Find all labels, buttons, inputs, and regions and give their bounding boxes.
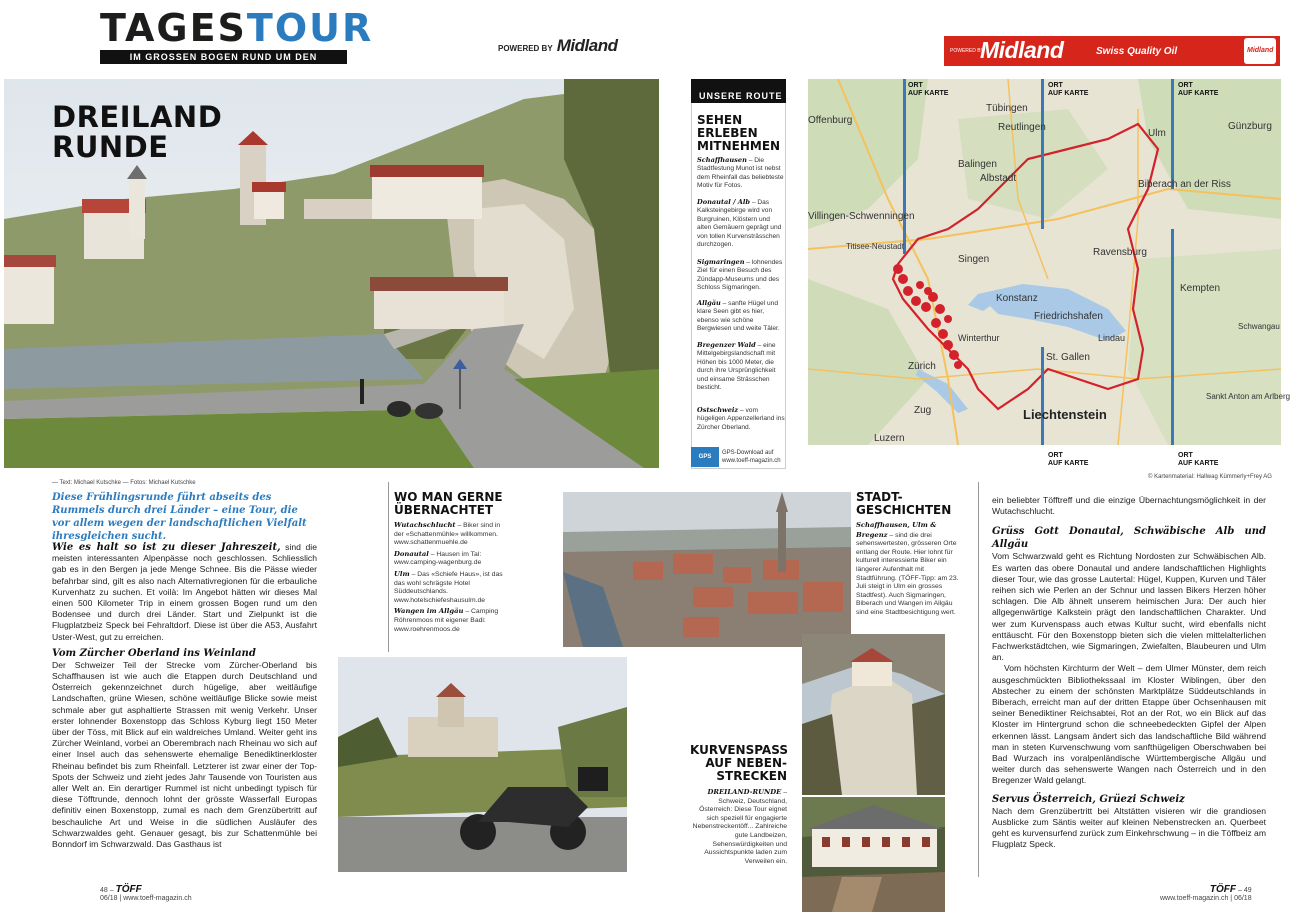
paragraph <box>52 542 317 643</box>
page-number: 49 <box>1243 887 1252 894</box>
curves-title <box>690 744 787 783</box>
route-item-name: Schaffhausen <box>697 156 747 164</box>
ort-text: AUF KARTE <box>1048 90 1089 97</box>
map-place-label: Winterthur <box>958 333 1000 343</box>
powered-brand-logo: Midland <box>556 36 618 55</box>
map-place-label: Ulm <box>1148 128 1166 139</box>
overnight-title-line1: WO MAN GERNE <box>394 490 503 504</box>
powered-by-label <box>498 36 617 56</box>
curves-title-line2: AUF NEBEN- <box>705 756 787 770</box>
list-item <box>394 570 504 605</box>
subheading: Vom Zürcher Oberland ins Weinland <box>52 647 256 659</box>
map-place-label: Reutlingen <box>998 122 1046 133</box>
list-item-name: Wutachschlucht <box>394 521 456 529</box>
list-item <box>394 521 504 548</box>
column-divider <box>978 482 979 877</box>
ort-text: ORT <box>1048 82 1063 89</box>
route-item-text: – Das Kalksteingebirge wird von Burgruinen, Klöstern und alten Gemäuern geprägt und von tollen Kurvensträsschen durchzogen. <box>697 199 782 249</box>
mill-house-photo <box>802 797 945 912</box>
map-place-label: Günzburg <box>1228 121 1272 132</box>
section-title-part2: TOUR <box>246 6 374 50</box>
map-ort-marker <box>908 82 948 98</box>
first-words: Wie es halt so ist zu dieser Jahreszeit, <box>52 542 281 553</box>
ulm-illustration <box>563 492 851 647</box>
map-place-label: Lindau <box>1098 333 1126 343</box>
map-place-label: Titisee-Neustadt <box>846 242 904 251</box>
subheading: Servus Österreich, Grüezi Schweiz <box>992 793 1185 805</box>
sponsor-banner <box>944 36 1280 66</box>
article-body-left <box>52 542 317 850</box>
page-number: 48 <box>100 887 108 894</box>
map-place-label: Villingen-Schwenningen <box>808 211 915 222</box>
route-item-text: – vom hügeligen Appenzellerland ins Zürcher Oberland. <box>697 407 785 431</box>
list-item-text: – Hausen im Tal: www.camping-wagenburg.de <box>394 550 482 567</box>
list-item-name: Donautal <box>394 549 429 558</box>
list-item-text: – Das «Schiefe Haus», ist das das wohl schrägste Hotel Süddeutschlands. www.hotelschiefeshausulm.de <box>394 570 503 604</box>
badge-text: Midland <box>1247 47 1274 54</box>
midland-badge-icon <box>1244 38 1276 64</box>
route-item-text: – Die Stadtfestung Munot ist nebst dem Rheinfall das beliebteste Motiv für Fotos. <box>697 157 784 190</box>
gps-icon: GPS <box>691 447 719 467</box>
magazine-logo: TÖFF <box>1209 884 1237 895</box>
curves-title-line1: KURVENSPASS <box>690 743 788 757</box>
city-stories-title <box>856 491 951 517</box>
banner-powered-text: POWERED BY <box>950 48 984 54</box>
castle-illustration <box>802 634 945 795</box>
munot-illustration <box>338 657 627 872</box>
route-item-name: Bregenzer Wald <box>697 341 756 349</box>
curves-body: – Schweiz, Deutschland, Österreich: Diese Tour eignet sich speziell für engagierte Nebenstreckentöff... Zahlreiche gute Landbeizen, Sehenswürdigkeiten und Aussichtspunkte laden zum Verweilen ein. <box>692 789 787 865</box>
route-item <box>697 258 785 293</box>
magazine-url: www.toeff-magazin.ch <box>123 895 192 902</box>
powered-by-text: POWERED BY <box>498 44 553 53</box>
article-credit: — Text: Michael Kutschke — Fotos: Michael Kutschke <box>52 480 196 486</box>
route-item <box>697 341 785 392</box>
ort-text: AUF KARTE <box>1178 460 1219 467</box>
route-item <box>697 198 785 249</box>
route-item-text: – sanfte Hügel und klare Seen gibt es hier, ebenso wie schöne Bergwiesen und weite Täler. <box>697 300 780 333</box>
hero-title-line1: DREILAND <box>52 100 223 134</box>
map-credit: © Kartenmaterial: Hallwag Kümmerly+Frey AG <box>1148 474 1272 480</box>
route-box-header: UNSERE ROUTE <box>691 79 786 103</box>
map-place-label: Sankt Anton am Arlberg <box>1206 392 1291 401</box>
list-item <box>394 607 504 634</box>
route-item-name: Donautal / Alb <box>697 198 751 206</box>
ort-text: AUF KARTE <box>1178 90 1219 97</box>
city-stories-name: Schaffhausen, Ulm & Bregenz <box>856 521 937 539</box>
list-item-text: – Biker sind in der «Schattenmühle» willkommen. www.schattenmuehle.de <box>394 522 501 547</box>
route-item-name: Allgäu <box>697 299 721 307</box>
city-stories-body: – sind die drei sehenswertesten, grösseren Orte entlang der Route. Hier lohnt für kulturell interessierte Biker ein längerer Aufenthalt mit Stadtführung. (TÖFF-Tipp: am 23. Juli steigt in Ulm ein grosses Stadtfest). Auch Sigmaringen, Biberach und Wangen im Allgäu sind eine Stadtbesichtigung wert. <box>856 531 959 616</box>
section-title-part1: TAGES <box>100 6 247 50</box>
castle-rock-photo <box>802 634 945 795</box>
route-box-title <box>697 114 780 153</box>
ort-text: AUF KARTE <box>1048 460 1089 467</box>
article-lead: Diese Frühlingsrunde führt abseits des Rummels durch drei Länder – eine Tour, die vor allem wegen der landschaftlichen Vielfalt ihresgleichen sucht. <box>52 492 307 542</box>
map-place-label: Ravensburg <box>1093 247 1147 258</box>
map-place-label: Liechtenstein <box>1023 407 1107 422</box>
map-place-label: Balingen <box>958 159 997 170</box>
route-item-name: Ostschweiz <box>697 406 739 414</box>
paragraph: Vom Schwarzwald geht es Richtung Nordosten zur Schwäbischen Alb. Es warten das obere Donautal und andere landschaftlichen Highlights dieser Tour, wie das grosse Lautertal: Hügel, Kuppen, Kurven und Täler reihen sich wie Perlen an der Schnur und lassen Bikers Herzen höher schlagen. Die Alb ähnelt unserem heimischen Jura: Der auch hier allgegenwärtige Kalkstein prägt den landschaftlichen Charakter. Und wer zum Kurvenspass auch etwas Kultur sucht, wird ebenfalls nicht enttäuscht. Für den Boxenstopp bieten sich die vielen mittelalterlichen Fachwerkstädtchen, wie Sigmaringen, Zwiefalten, Blaubeuren und Ulm an. <box>992 551 1266 663</box>
route-map <box>808 79 1291 445</box>
paragraph: ein beliebter Töfftreff und die einzige Übernachtungsmöglichkeit in der Wutachschlucht. <box>992 495 1266 517</box>
mill-illustration <box>802 797 945 912</box>
map-ort-marker <box>1048 82 1088 98</box>
map-ort-marker <box>1178 82 1218 98</box>
paragraph: Nach dem Grenzübertritt bei Altstätten visieren wir die grandiosen Ausblicke zum Säntis weiter auf kleinen Nebenstrecken an. Querbeet geht es kurvensurfend zurück zum Einkehrschwung – in die Töffbeiz am Flugplatz Speck. <box>992 805 1266 850</box>
gps-line1: GPS-Download auf <box>722 450 774 456</box>
paragraph: Der Schweizer Teil der Strecke vom Zürcher-Oberland bis Schaffhausen ist wie auch die Etappen durch Deutschland und Österreich gekennzeichnet durch hügelige, aber weitläufige Landschaften, grüne Wiesen, schöne weitläufige Blicke sowie meist schmale aber gut asphaltierte Strassen mit wenig Verkehr. Unser erster lohnender Boxenstopp das Schloss Kyburg liegt 150 Meter über der Töss, mit Blick auf ein waldreiches Umland. Weiter geht ins Zürcher Weinland, vorbei an Oberembrach nach Rheinau wo sich auf einer Insel auch das sehenswerte ehemalige Benediktinerkloster Rheinau befindet bis zum Rheinfall. Letzterer ist zwar einer der Top-Spots der Schweiz und zieht jedes Jahr Tausende von Touristen aus aller Welt an. Ein derartiger Rummel ist nicht unbedingt typisch für diese Töfftrunde, dennoch lohnt der grösste Wasserfall Europas definitiv einen Boxenstopp, zumal es nach dem Grenzübertritt auf beschauliche Art und Weise in die südlichen Ausläufer des Schwarzwaldes geht. Genauer gesagt, bis zur Schattenmühle bei Bonndorf im Schwarzwald. Das Gasthaus ist <box>52 659 317 850</box>
hero-title <box>52 102 222 162</box>
section-subtitle: IM GROSSEN BOGEN RUND UM DEN BODENSEE <box>100 50 347 64</box>
city-stories-title-line2: GESCHICHTEN <box>856 503 952 517</box>
banner-brand-logo: Midland <box>980 37 1064 63</box>
overnight-list <box>394 521 504 634</box>
map-place-label: Singen <box>958 254 990 265</box>
map-place-label: Luzern <box>874 433 905 444</box>
paragraph-text: sind die meisten interessanten Alpenpässe noch geschlossen. Schliesslich gab es in den Bergen ja jede Menge Schnee. Bis die Pässe wieder befahrbar sind, gilt es also nach Alternativregionen für die erbauliche Kurvenhatz zu suchen. Et voilà: Im Angebot hätten wir dieses Mal einen 500 Kilometer Trip in einem grossen Bogen rund um den Bodensee und durch drei Länder. Start und Zielpunkt ist die Flugplatzbeiz Speck bei Fehraltdorf. Diese ist über die A53, Ausfahrt Uster-West, gut zu erreichen. <box>52 542 317 642</box>
subheading: Grüss Gott Donautal, Schwäbische Alb und Allgäu <box>992 526 1266 551</box>
map-place-label: Tübingen <box>986 103 1028 114</box>
map-place-label: Zug <box>914 405 932 416</box>
map-ort-marker <box>1178 452 1218 468</box>
list-item-name: Ulm <box>394 569 410 578</box>
list-item <box>394 550 504 568</box>
route-item-text: – lohnendes Ziel für einen Besuch des Zündapp-Museums und des Schloss Sigmaringen. <box>697 259 783 292</box>
route-title-line2: ERLEBEN <box>697 126 758 140</box>
overnight-title <box>394 491 503 517</box>
gps-download[interactable] <box>691 446 786 469</box>
map-place-label: Offenburg <box>808 115 853 126</box>
footer-right: TÖFF – 49 www.toeff-magazin.ch | 06/18 <box>1160 884 1252 902</box>
overnight-title-line2: ÜBERNACHTET <box>394 503 494 517</box>
curves-name: DREILAND-RUNDE <box>707 788 782 796</box>
map-place-label: Zürich <box>908 361 936 372</box>
gps-text <box>722 449 781 465</box>
gps-url-link[interactable]: www.toeff-magazin.ch <box>722 458 781 464</box>
munot-motorcycle-photo <box>338 657 627 872</box>
article-body-right <box>992 495 1266 850</box>
map-place-label: Biberach an der Riss <box>1138 179 1231 190</box>
issue-number: 06/18 <box>1234 895 1252 902</box>
magazine-url: www.toeff-magazin.ch <box>1160 895 1229 902</box>
list-item-text: – Camping Röhrenmoos mit eigener Badi: www.roehrenmoos.de <box>394 608 499 633</box>
ort-text: ORT <box>1048 452 1063 459</box>
banner-tagline: Swiss Quality Oil <box>1096 46 1178 57</box>
map-place-label: Schwangau <box>1238 322 1280 331</box>
ort-text: ORT <box>908 82 923 89</box>
route-item <box>697 156 785 191</box>
issue-number: 06/18 <box>100 895 118 902</box>
map-place-label: St. Gallen <box>1046 352 1090 363</box>
ulm-city-photo <box>563 492 851 647</box>
list-item-name: Wangen im Allgäu <box>394 607 464 616</box>
curves-title-line3: STRECKEN <box>716 769 787 783</box>
paragraph: Vom höchsten Kirchturm der Welt – dem Ulmer Münster, dem reich ausgeschmückten Bibliothekssaal im Kloster Wiblingen, über den Abstecher zu einem der schönsten Marktplätze Süddeutschlands in Biberach, erreicht man auf der dritten Etappe über Ochsenhausen mit seiner Benediktiner Reichsabtei, Rot an der Rot, wo ein Blick auf das Kloster im Hintergrund schon die schneebedeckten Gipfel der Alpen erkennen lässt. Langsam ändert sich das landschaftliche Bild während man in steten Kurvenschwung vom sanfthügeligen Oberschwaben bei Bad Wurzach ins voralpenländische Württembergische Allgäu und weiter durch das sehenswerte Wangen nach Österreich und in den Bregenzer Wald gelangt. <box>992 663 1266 786</box>
section-title <box>100 8 373 48</box>
map-place-label: Konstanz <box>996 293 1038 304</box>
city-stories-text <box>856 521 966 618</box>
route-title-line3: MITNEHMEN <box>697 139 781 153</box>
map-place-label: Albstadt <box>980 173 1017 184</box>
map-illustration <box>808 79 1291 445</box>
ort-text: AUF KARTE <box>908 90 949 97</box>
route-title-line1: SEHEN <box>697 113 743 127</box>
hero-title-line2: RUNDE <box>52 130 169 164</box>
map-ort-marker <box>1048 452 1088 468</box>
map-place-label: Kempten <box>1180 283 1221 294</box>
column-divider <box>388 482 389 652</box>
ort-text: ORT <box>1178 82 1193 89</box>
curves-text <box>690 788 787 866</box>
map-place-label: Friedrichshafen <box>1034 311 1103 322</box>
route-item-name: Sigmaringen <box>697 258 745 266</box>
magazine-logo: TÖFF <box>115 884 142 895</box>
ort-text: ORT <box>1178 452 1193 459</box>
route-item <box>697 406 785 432</box>
route-item-text: – eine Mittelgebirgslandschaft mit Höhen bis 1000 Meter, die durch ihre Ursprünglichkeit und einsame Strässchen besticht. <box>697 342 776 392</box>
footer-left: 48 – TÖFF 06/18 | www.toeff-magazin.ch <box>100 884 192 902</box>
city-stories-title-line1: STADT- <box>856 490 903 504</box>
route-item <box>697 299 785 334</box>
